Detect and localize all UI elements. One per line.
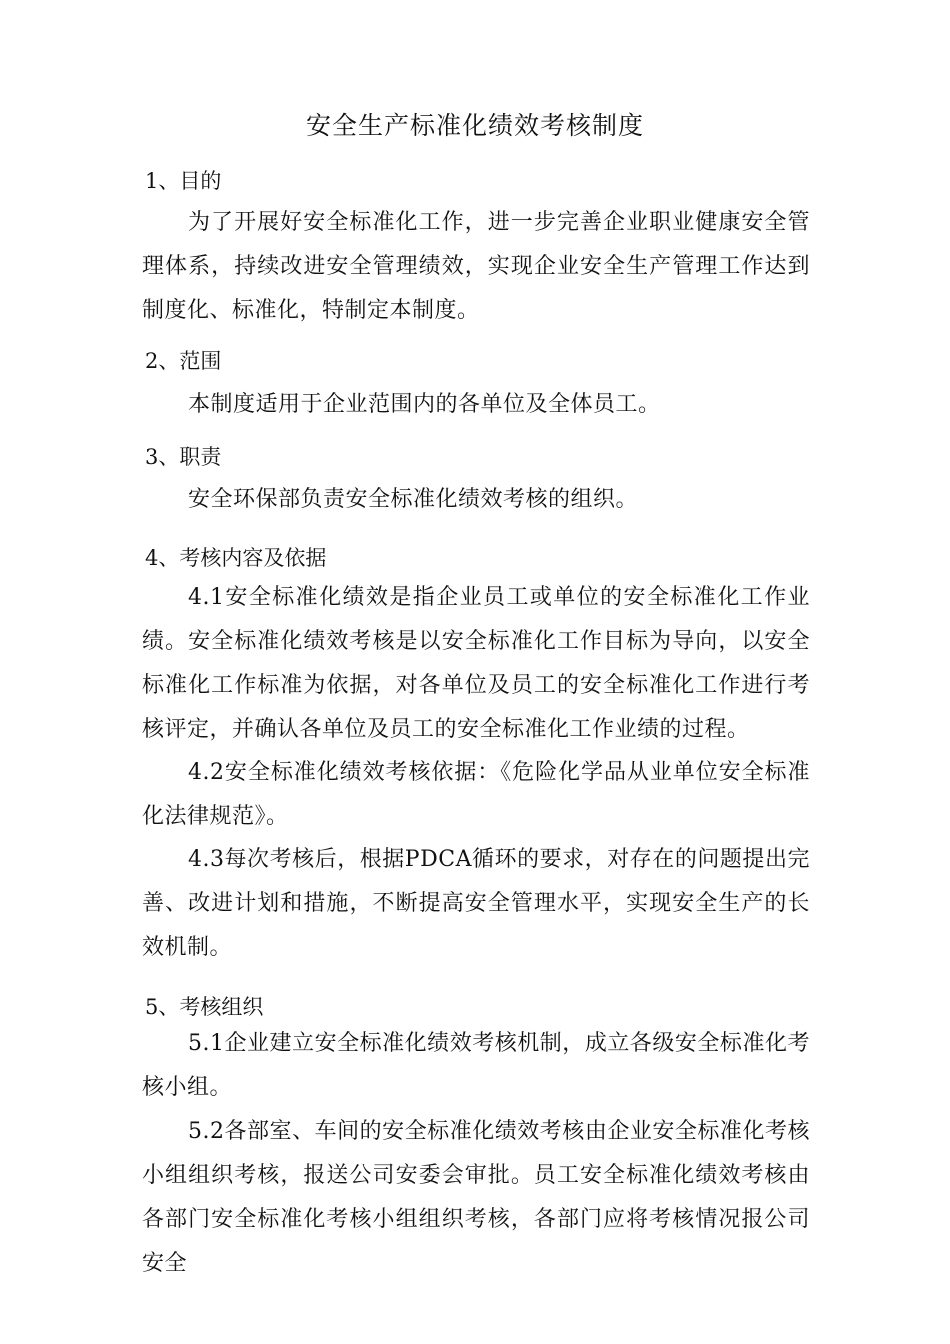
paragraph-5-1: 5.1企业建立安全标准化绩效考核机制，成立各级安全标准化考核小组。	[142, 1031, 810, 1100]
paragraph-purpose: 为了开展好安全标准化工作，进一步完善企业职业健康安全管理体系，持续改进安全管理绩效，实现企业安全生产管理工作达到制度化、标准化，特制定本制度。	[142, 210, 810, 323]
paragraph-5-2: 5.2各部室、车间的安全标准化绩效考核由企业安全标准化考核小组组织考核，报送公司安委会审批。员工安全标准化绩效考核由各部门安全标准化考核小组组织考核，各部门应将考核情况报公司安全	[142, 1119, 810, 1276]
paragraph-4-2: 4.2安全标准化绩效考核依据：《危险化学品从业单位安全标准化法律规范》。	[142, 760, 810, 829]
document-title: 安全生产标准化绩效考核制度	[305, 111, 644, 140]
paragraph-4-3: 4.3每次考核后，根据PDCA循环的要求，对存在的问题提出完善、改进计划和措施，不断提高安全管理水平，实现安全生产的长效机制。	[142, 847, 810, 960]
section-heading-content-basis: 4、考核内容及依据	[145, 546, 327, 570]
section-heading-organization: 5、考核组织	[145, 995, 264, 1019]
paragraph-4-1: 4.1安全标准化绩效是指企业员工或单位的安全标准化工作业绩。安全标准化绩效考核是以安全标准化工作目标为导向，以安全标准化工作标准为依据，对各单位及员工的安全标准化工作进行考核评定，并确认各单位及员工的安全标准化工作业绩的过程。	[142, 585, 810, 742]
section-heading-scope: 2、范围	[145, 349, 222, 373]
paragraph-responsibility: 安全环保部负责安全标准化绩效考核的组织。	[188, 487, 639, 512]
paragraph-scope: 本制度适用于企业范围内的各单位及全体员工。	[188, 392, 661, 417]
section-heading-purpose: 1、目的	[145, 169, 222, 193]
section-heading-responsibility: 3、职责	[145, 445, 222, 469]
